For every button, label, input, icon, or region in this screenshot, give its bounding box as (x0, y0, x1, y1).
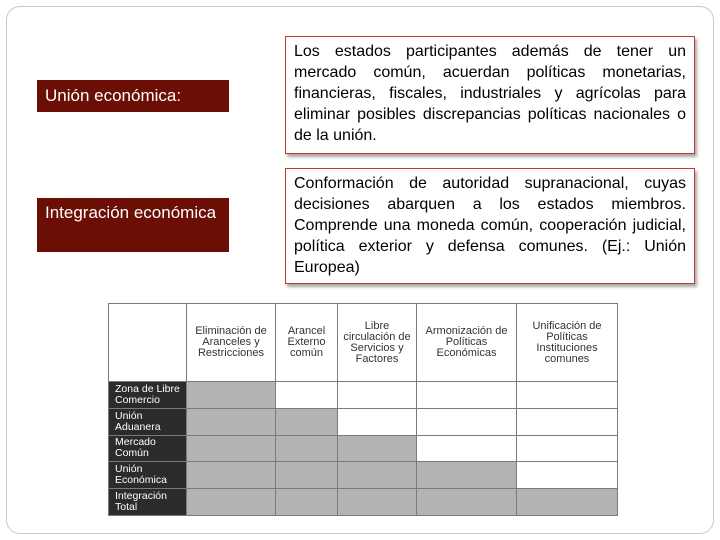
matrix-cell (338, 382, 417, 409)
row-label: Unión Aduanera (109, 408, 187, 435)
matrix-row (109, 489, 618, 516)
matrix-cell (517, 408, 618, 435)
matrix-cell (187, 462, 276, 489)
matrix-row (109, 435, 618, 462)
column-header: Armonización de Políticas Económicas (417, 304, 517, 382)
matrix-cell (276, 489, 338, 516)
matrix-cell (338, 435, 417, 462)
matrix-cell (187, 435, 276, 462)
matrix-cell (417, 382, 517, 409)
matrix-corner-cell (109, 304, 187, 382)
term-text: Unión económica: (45, 86, 182, 105)
matrix-header-row (109, 304, 618, 382)
matrix-row (109, 462, 618, 489)
column-header: Eliminación de Aranceles y Restricciones (187, 304, 276, 382)
matrix-cell (517, 489, 618, 516)
term-label-integracion-economica (37, 198, 229, 252)
term-text: Integración económica (45, 203, 217, 222)
definition-box-union-economica (285, 36, 695, 154)
row-label: Unión Económica (109, 462, 187, 489)
row-label: Integración Total (109, 489, 187, 516)
matrix-cell (187, 489, 276, 516)
definition-text: Conformación de autoridad supranacional, cuyas decisiones abarquen a los estados miembros. Comprende una moneda común, cooperación judicial, política exterior y defensa comunes. (Ej.: Unión Europea) (294, 175, 686, 276)
matrix-cell (187, 408, 276, 435)
matrix-cell (517, 435, 618, 462)
matrix-cell (517, 382, 618, 409)
matrix-cell (187, 382, 276, 409)
matrix-cell (276, 382, 338, 409)
matrix-cell (417, 435, 517, 462)
column-header: Arancel Externo común (276, 304, 338, 382)
column-header: Unificación de Políticas Instituciones comunes (517, 304, 618, 382)
matrix-cell (276, 408, 338, 435)
matrix-row (109, 382, 618, 409)
matrix-cell (338, 408, 417, 435)
matrix-cell (417, 489, 517, 516)
definition-text: Los estados participantes además de tener un mercado común, acuerdan políticas monetarias, financieras, fiscales, industriales y agrícolas para eliminar posibles discrepancias políticas nacionales o de la unión. (294, 43, 686, 144)
matrix-cell (338, 489, 417, 516)
matrix-cell (417, 462, 517, 489)
matrix-cell (417, 408, 517, 435)
column-header: Libre circulación de Servicios y Factores (338, 304, 417, 382)
matrix-cell (517, 462, 618, 489)
matrix-cell (276, 462, 338, 489)
matrix-cell (338, 462, 417, 489)
row-label: Zona de Libre Comercio (109, 382, 187, 409)
matrix-row (109, 408, 618, 435)
matrix-cell (276, 435, 338, 462)
term-label-union-economica (37, 80, 229, 112)
row-label: Mercado Común (109, 435, 187, 462)
definition-box-integracion-economica (285, 168, 695, 284)
integration-matrix (108, 303, 618, 516)
